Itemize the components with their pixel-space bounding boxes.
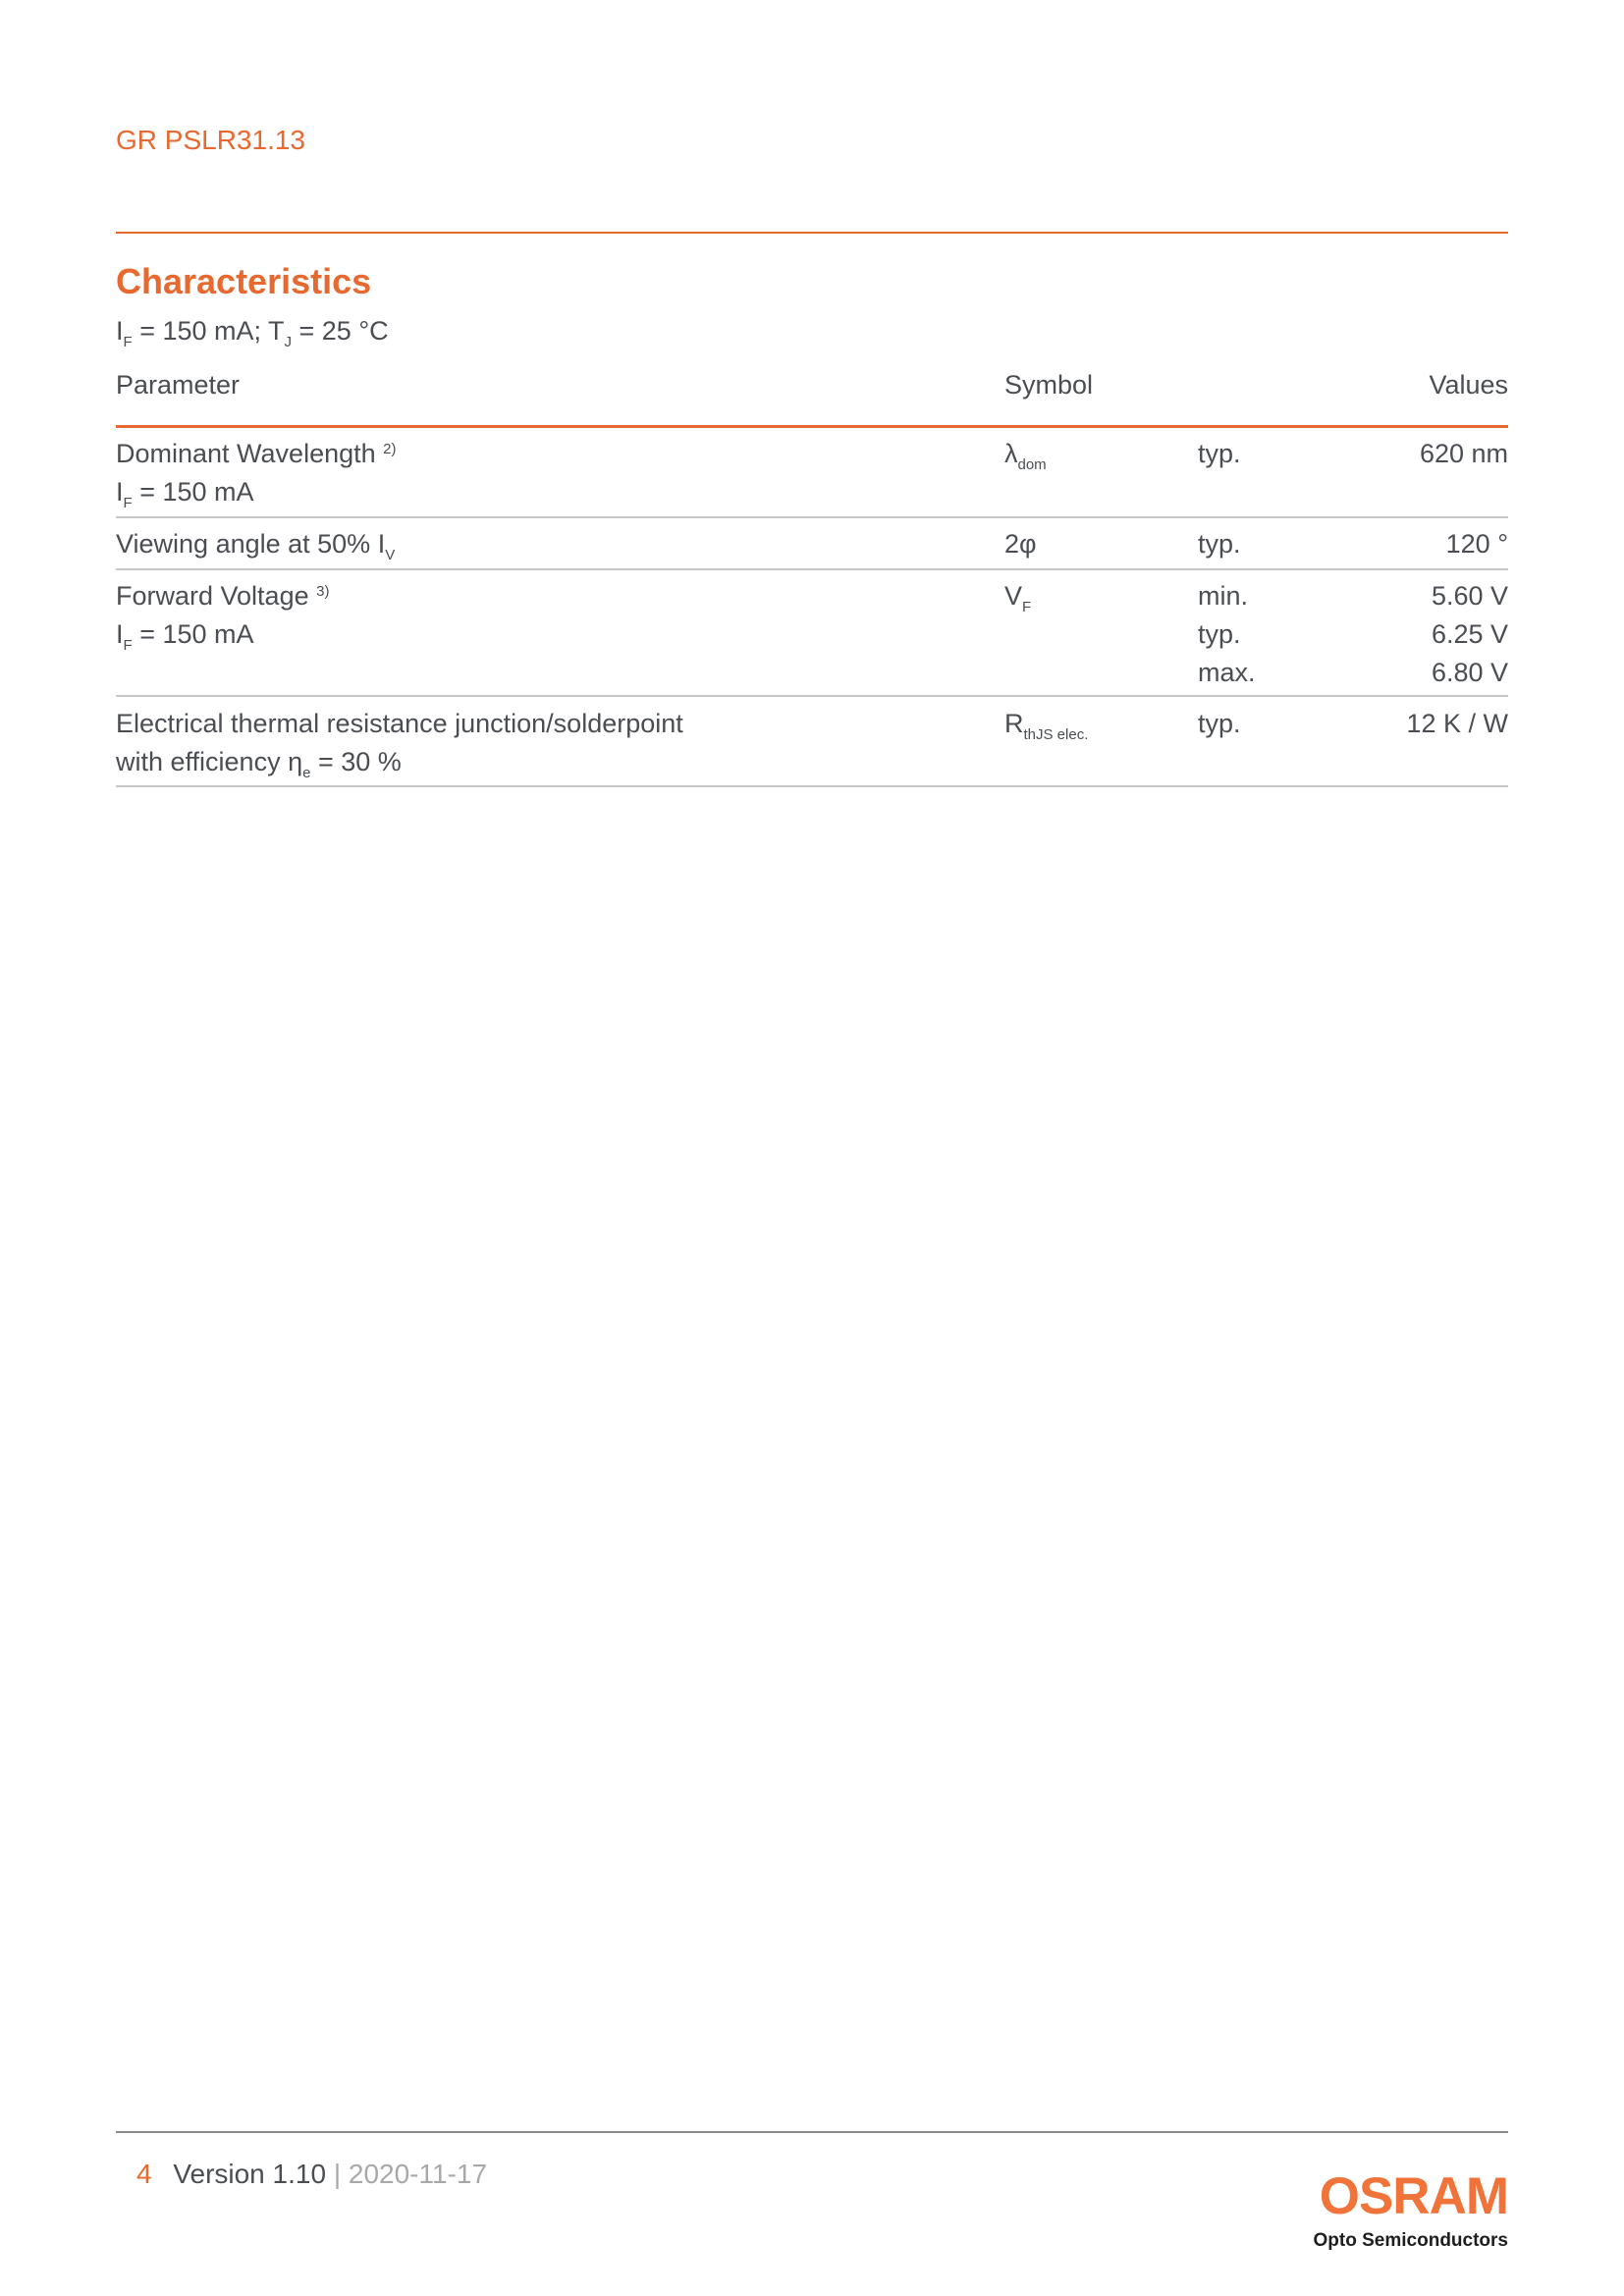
parameter-cell	[116, 705, 683, 781]
qualifier: typ.	[1198, 439, 1241, 468]
document-id: GR PSLR31.13	[116, 125, 305, 155]
tj-value: = 25 °C	[292, 316, 389, 346]
if-subscript: F	[123, 334, 133, 350]
condition-value: = 150 mA	[132, 477, 254, 507]
parameter-name: Dominant Wavelength	[116, 439, 376, 468]
value-max: 6.80 V	[1431, 658, 1508, 687]
column-header-symbol: Symbol	[1004, 370, 1094, 400]
symbol-subscript: F	[1022, 599, 1032, 615]
row-divider	[116, 568, 1508, 570]
value-min: 5.60 V	[1431, 581, 1508, 611]
value-typ: 6.25 V	[1431, 619, 1508, 649]
efficiency-label: with efficiency η	[116, 747, 303, 776]
condition-symbol: I	[116, 477, 124, 507]
header-divider	[116, 232, 1508, 234]
release-date: 2020-11-17	[348, 2159, 488, 2189]
parameter-subscript: V	[385, 547, 396, 563]
parameter-name: Viewing angle at 50% I	[116, 529, 386, 559]
table-header-rule	[116, 425, 1508, 428]
qualifier: typ.	[1198, 709, 1241, 738]
value: 620 nm	[1419, 439, 1508, 468]
footer-info	[136, 2159, 487, 2190]
osram-logo	[1313, 2167, 1508, 2254]
footnote-ref: 3)	[316, 583, 330, 600]
qualifier-cell	[1198, 525, 1241, 563]
qualifier-min: min.	[1198, 581, 1249, 611]
section-title: Characteristics	[116, 261, 372, 301]
condition-value: = 150 mA	[132, 619, 254, 649]
value: 120 °	[1445, 529, 1508, 559]
table-bottom-rule	[116, 785, 1508, 787]
value-cell	[1406, 705, 1508, 743]
condition-symbol: I	[116, 619, 124, 649]
parameter-cell	[116, 525, 395, 563]
footnote-ref: 2)	[383, 441, 397, 457]
column-header-values: Values	[1429, 370, 1508, 400]
symbol-cell	[1004, 577, 1031, 615]
logo-brand: OSRAM	[1319, 2167, 1508, 2225]
if-symbol: I	[116, 316, 124, 346]
test-conditions	[116, 316, 389, 350]
qualifier-cell	[1198, 577, 1256, 692]
condition-subscript: F	[123, 495, 133, 511]
qualifier-typ: typ.	[1198, 619, 1241, 649]
footer-divider	[116, 2131, 1508, 2133]
qualifier-cell	[1198, 705, 1241, 743]
symbol: V	[1004, 581, 1023, 611]
tj-subscript: J	[284, 334, 293, 350]
qualifier: typ.	[1198, 529, 1241, 559]
value: 12 K / W	[1406, 709, 1508, 738]
parameter-cell	[116, 435, 397, 511]
column-header-parameter: Parameter	[116, 370, 241, 400]
efficiency-value: = 30 %	[310, 747, 402, 776]
if-value: = 150 mA; T	[132, 316, 285, 346]
symbol-cell	[1004, 525, 1037, 563]
parameter-cell	[116, 577, 329, 654]
symbol-subscript: dom	[1017, 456, 1047, 473]
qualifier-max: max.	[1198, 658, 1256, 687]
parameter-name: Forward Voltage	[116, 581, 309, 611]
row-divider	[116, 695, 1508, 697]
symbol-cell	[1004, 435, 1047, 473]
logo-subtitle: Opto Semiconductors	[1313, 2230, 1508, 2251]
value-cell	[1432, 577, 1508, 692]
symbol: 2φ	[1004, 529, 1037, 559]
value-cell	[1446, 525, 1508, 563]
condition-subscript: F	[123, 637, 133, 654]
symbol-subscript: thJS elec.	[1023, 726, 1089, 743]
qualifier-cell	[1198, 435, 1241, 473]
page-number: 4	[136, 2159, 152, 2189]
footer-separator: |	[333, 2159, 342, 2189]
symbol: R	[1004, 709, 1024, 738]
symbol-cell	[1004, 705, 1088, 743]
value-cell	[1420, 435, 1508, 473]
symbol: λ	[1004, 439, 1018, 468]
row-divider	[116, 516, 1508, 518]
version-label: Version 1.10	[173, 2159, 327, 2189]
efficiency-subscript: e	[302, 765, 311, 781]
parameter-name: Electrical thermal resistance junction/solderpoint	[116, 709, 683, 738]
